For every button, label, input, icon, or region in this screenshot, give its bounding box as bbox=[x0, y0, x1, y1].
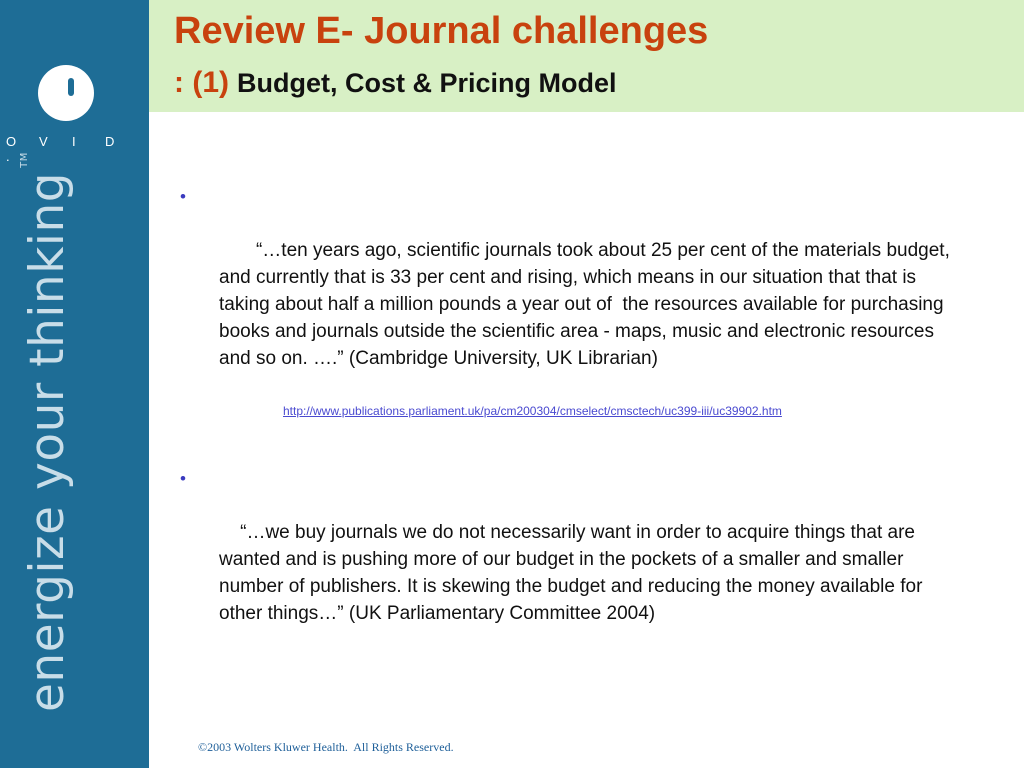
logo-bar bbox=[68, 78, 74, 96]
copyright-footer: ©2003 Wolters Kluwer Health. All Rights Reserved. bbox=[198, 740, 454, 754]
bullet-text: “…ten years ago, scientific journals took about 25 per cent of the materials budget, and currently that is 33 per cent and rising, which means in our situation that that is taking about half a million pounds a year out of the resources available for purchasing books and journals outside the scientific area - maps, music and electronic resources and so on. ….” (Cambridge University, UK Librarian) bbox=[219, 240, 956, 369]
source-link[interactable]: http://www.publications.parliament.uk/pa/cm200304/cmselect/cmsctech/uc399-iii/uc39902.htm bbox=[283, 404, 782, 418]
page-title: Review E- Journal challenges bbox=[174, 10, 709, 52]
sidebar bbox=[0, 0, 149, 768]
page-subtitle bbox=[174, 66, 617, 100]
logo-letter: I bbox=[72, 134, 77, 149]
sidebar-tagline bbox=[18, 152, 78, 712]
logo-letter: V bbox=[39, 134, 49, 149]
logo-letter: . bbox=[6, 149, 11, 164]
trademark-mark: TM bbox=[19, 152, 30, 168]
title-band bbox=[149, 0, 1024, 112]
logo-letter: O bbox=[6, 134, 18, 149]
bullet-item bbox=[178, 465, 968, 654]
tagline-text: energize your thinking bbox=[20, 171, 75, 712]
logo-letter: D bbox=[105, 134, 116, 149]
subtitle-prefix: : (1) bbox=[174, 66, 229, 99]
ovid-logo-icon bbox=[38, 65, 94, 121]
slide-content bbox=[178, 183, 968, 654]
bullet-icon: • bbox=[180, 187, 186, 206]
bullet-item bbox=[178, 183, 968, 399]
bullet-text: “…we buy journals we do not necessarily want in order to acquire things that are wanted and is pushing more of our budget in the pockets of a smaller and smaller number of publishers. It is skewing the budget and reducing the money available for other things…” (UK Parliamentary Committee 2004) bbox=[219, 522, 928, 624]
bullet-icon: • bbox=[180, 469, 186, 488]
subtitle-text: Budget, Cost & Pricing Model bbox=[237, 68, 617, 98]
